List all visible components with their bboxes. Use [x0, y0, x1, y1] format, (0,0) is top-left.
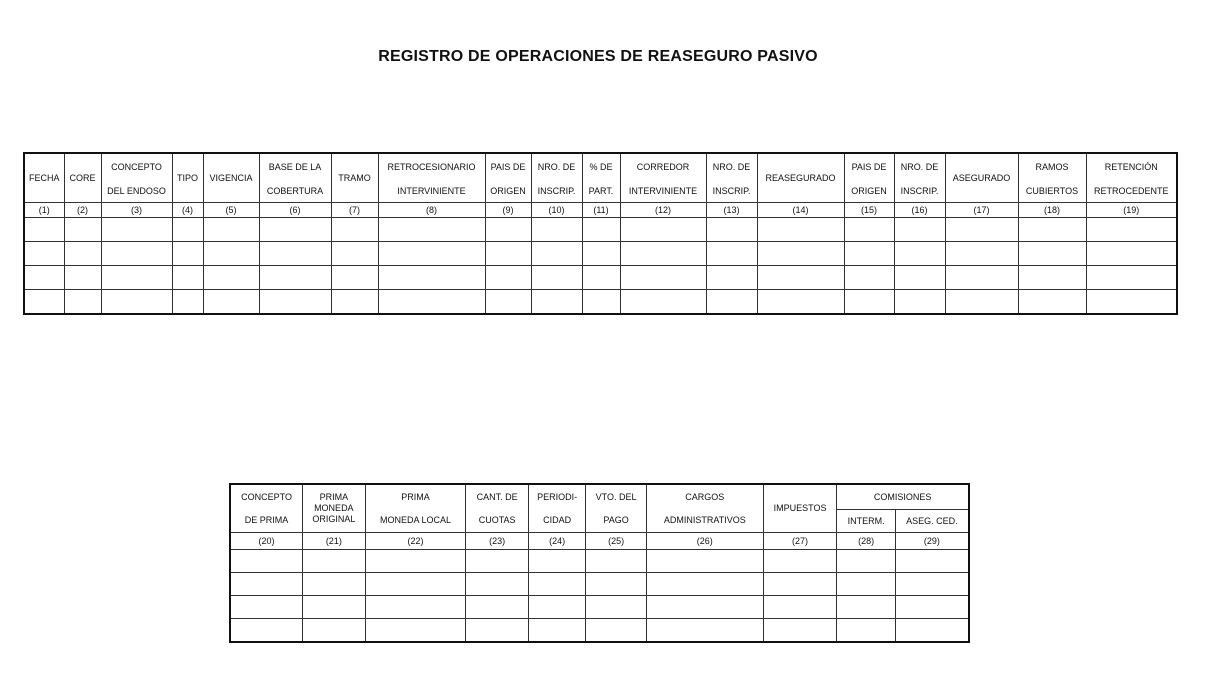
blank-entry-cell[interactable]	[203, 290, 259, 315]
blank-entry-cell[interactable]	[1018, 242, 1086, 266]
blank-entry-cell[interactable]	[64, 266, 101, 290]
blank-entry-cell[interactable]	[586, 550, 646, 573]
column-number: (10)	[531, 203, 582, 218]
header-pct-part: % DE	[582, 153, 620, 180]
column-number: (15)	[844, 203, 894, 218]
column-number: (23)	[466, 533, 529, 550]
blank-entry-cell[interactable]	[24, 218, 64, 242]
column-number: (25)	[586, 533, 646, 550]
reinsurance-operations-table	[23, 152, 1178, 315]
page-title: REGISTRO DE OPERACIONES DE REASEGURO PASIVO	[378, 48, 818, 65]
blank-entry-cell[interactable]	[844, 290, 894, 315]
blank-entry-cell[interactable]	[844, 218, 894, 242]
column-number: (2)	[64, 203, 101, 218]
blank-entry-cell[interactable]	[528, 619, 585, 643]
blank-entry-cell[interactable]	[646, 550, 763, 573]
blank-entry-cell[interactable]	[230, 596, 303, 619]
blank-entry-cell[interactable]	[706, 242, 757, 266]
header-pais-origen-2-line2: ORIGEN	[844, 180, 894, 203]
blank-entry-cell[interactable]	[365, 619, 466, 643]
header-pct-part-line2: PART.	[582, 180, 620, 203]
blank-entry-cell[interactable]	[582, 290, 620, 315]
blank-entry-cell[interactable]	[230, 573, 303, 596]
header-periodicidad-line2: CIDAD	[528, 510, 585, 533]
blank-entry-cell[interactable]	[1086, 266, 1177, 290]
blank-entry-cell[interactable]	[259, 218, 331, 242]
blank-entry-cell[interactable]	[620, 242, 706, 266]
blank-entry-cell[interactable]	[24, 290, 64, 315]
blank-entry-cell[interactable]	[101, 218, 172, 242]
premium-details-table	[229, 483, 970, 643]
blank-entry-cell[interactable]	[331, 266, 378, 290]
header-retrocesionario-line2: INTERVINIENTE	[378, 180, 485, 203]
table-row	[24, 266, 1177, 290]
blank-entry-cell[interactable]	[945, 290, 1018, 315]
blank-entry-cell[interactable]	[303, 550, 366, 573]
blank-entry-cell[interactable]	[1086, 242, 1177, 266]
blank-entry-cell[interactable]	[365, 573, 466, 596]
blank-entry-cell[interactable]	[64, 242, 101, 266]
table-row	[230, 573, 969, 596]
column-number: (20)	[230, 533, 303, 550]
column-number: (27)	[763, 533, 837, 550]
table-row	[230, 619, 969, 643]
blank-entry-cell[interactable]	[837, 550, 895, 573]
header-nro-inscrip-3: NRO. DE	[894, 153, 945, 180]
blank-entry-cell[interactable]	[259, 290, 331, 315]
blank-entry-cell[interactable]	[706, 266, 757, 290]
blank-entry-cell[interactable]	[172, 242, 203, 266]
header-pais-origen-line2: ORIGEN	[485, 180, 531, 203]
column-number: (13)	[706, 203, 757, 218]
header-corredor-line2: INTERVINIENTE	[620, 180, 706, 203]
blank-entry-cell[interactable]	[365, 596, 466, 619]
header-pais-origen: PAIS DE	[485, 153, 531, 180]
blank-entry-cell[interactable]	[894, 218, 945, 242]
header-corredor: CORREDOR	[620, 153, 706, 180]
header-tramo: TRAMO	[331, 153, 378, 203]
blank-entry-cell[interactable]	[837, 619, 895, 643]
blank-entry-cell[interactable]	[203, 266, 259, 290]
blank-entry-cell[interactable]	[466, 619, 529, 643]
blank-entry-cell[interactable]	[331, 290, 378, 315]
header-ramos-cubiertos-line2: CUBIERTOS	[1018, 180, 1086, 203]
header-prima-moneda-original	[303, 484, 366, 533]
blank-entry-cell[interactable]	[763, 619, 837, 643]
header-nro-inscrip-2-line2: INSCRIP.	[706, 180, 757, 203]
column-number: (12)	[620, 203, 706, 218]
column-number: (6)	[259, 203, 331, 218]
blank-entry-cell[interactable]	[837, 596, 895, 619]
blank-entry-cell[interactable]	[230, 619, 303, 643]
blank-entry-cell[interactable]	[259, 266, 331, 290]
blank-entry-cell[interactable]	[586, 573, 646, 596]
header-tipo: TIPO	[172, 153, 203, 203]
column-number: (16)	[894, 203, 945, 218]
column-number: (5)	[203, 203, 259, 218]
header-comisiones-interm: INTERM.	[837, 510, 895, 533]
blank-entry-cell[interactable]	[466, 550, 529, 573]
blank-entry-cell[interactable]	[1018, 266, 1086, 290]
header-prima-moneda-local: PRIMA	[365, 484, 466, 510]
header-prima-mo-line2: MONEDA	[314, 503, 354, 513]
header-reasegurado: REASEGURADO	[757, 153, 844, 203]
blank-entry-cell[interactable]	[378, 242, 485, 266]
blank-entry-cell[interactable]	[259, 242, 331, 266]
blank-entry-cell[interactable]	[1018, 218, 1086, 242]
blank-entry-cell[interactable]	[303, 596, 366, 619]
blank-entry-cell[interactable]	[706, 218, 757, 242]
header-ramos-cubiertos: RAMOS	[1018, 153, 1086, 180]
blank-entry-cell[interactable]	[365, 550, 466, 573]
blank-entry-cell[interactable]	[837, 573, 895, 596]
blank-entry-cell[interactable]	[331, 242, 378, 266]
header-cant-cuotas: CANT. DE	[466, 484, 529, 510]
header-nro-inscrip: NRO. DE	[531, 153, 582, 180]
header-concepto-endoso: CONCEPTO	[101, 153, 172, 180]
blank-entry-cell[interactable]	[1086, 218, 1177, 242]
column-number: (14)	[757, 203, 844, 218]
column-number: (26)	[646, 533, 763, 550]
blank-entry-cell[interactable]	[531, 266, 582, 290]
header-comisiones: COMISIONES	[837, 484, 969, 510]
column-number: (22)	[365, 533, 466, 550]
column-number: (19)	[1086, 203, 1177, 218]
column-number: (9)	[485, 203, 531, 218]
blank-entry-cell[interactable]	[485, 218, 531, 242]
header-asegurado: ASEGURADO	[945, 153, 1018, 203]
blank-entry-cell[interactable]	[646, 619, 763, 643]
blank-entry-cell[interactable]	[24, 266, 64, 290]
header-vigencia: VIGENCIA	[203, 153, 259, 203]
blank-entry-cell[interactable]	[763, 550, 837, 573]
header-nro-inscrip-3-line2: INSCRIP.	[894, 180, 945, 203]
blank-entry-cell[interactable]	[378, 290, 485, 315]
column-number: (21)	[303, 533, 366, 550]
blank-entry-cell[interactable]	[945, 242, 1018, 266]
column-number: (3)	[101, 203, 172, 218]
blank-entry-cell[interactable]	[706, 290, 757, 315]
blank-entry-cell[interactable]	[466, 596, 529, 619]
blank-entry-cell[interactable]	[531, 242, 582, 266]
blank-entry-cell[interactable]	[172, 290, 203, 315]
blank-entry-cell[interactable]	[101, 290, 172, 315]
table-row	[24, 242, 1177, 266]
header-cargos-administrativos-line2: ADMINISTRATIVOS	[646, 510, 763, 533]
blank-entry-cell[interactable]	[763, 596, 837, 619]
blank-entry-cell[interactable]	[528, 573, 585, 596]
table-row	[24, 218, 1177, 242]
header-retrocesionario: RETROCESIONARIO	[378, 153, 485, 180]
blank-entry-cell[interactable]	[895, 573, 969, 596]
blank-entry-cell[interactable]	[646, 573, 763, 596]
table-row	[230, 596, 969, 619]
header-nro-inscrip-2: NRO. DE	[706, 153, 757, 180]
blank-entry-cell[interactable]	[894, 242, 945, 266]
blank-entry-cell[interactable]	[203, 242, 259, 266]
blank-entry-cell[interactable]	[64, 218, 101, 242]
blank-entry-cell[interactable]	[757, 290, 844, 315]
column-number: (8)	[378, 203, 485, 218]
blank-entry-cell[interactable]	[895, 619, 969, 643]
header-pais-origen-2: PAIS DE	[844, 153, 894, 180]
blank-entry-cell[interactable]	[172, 218, 203, 242]
blank-entry-cell[interactable]	[230, 550, 303, 573]
blank-entry-cell[interactable]	[894, 266, 945, 290]
blank-entry-cell[interactable]	[64, 290, 101, 315]
table-row	[230, 550, 969, 573]
blank-entry-cell[interactable]	[895, 596, 969, 619]
blank-entry-cell[interactable]	[378, 218, 485, 242]
column-number: (18)	[1018, 203, 1086, 218]
blank-entry-cell[interactable]	[945, 218, 1018, 242]
header-fecha: FECHA	[24, 153, 64, 203]
blank-entry-cell[interactable]	[531, 218, 582, 242]
blank-entry-cell[interactable]	[101, 266, 172, 290]
header-prima-mo-line1: PRIMA	[319, 492, 349, 502]
blank-entry-cell[interactable]	[528, 596, 585, 619]
blank-entry-cell[interactable]	[895, 550, 969, 573]
column-number: (7)	[331, 203, 378, 218]
header-vto-pago-line2: PAGO	[586, 510, 646, 533]
header-prima-moneda-local-line2: MONEDA LOCAL	[365, 510, 466, 533]
blank-entry-cell[interactable]	[466, 573, 529, 596]
blank-entry-cell[interactable]	[378, 266, 485, 290]
blank-entry-cell[interactable]	[101, 242, 172, 266]
column-number: (1)	[24, 203, 64, 218]
blank-entry-cell[interactable]	[1086, 290, 1177, 315]
header-cargos-administrativos: CARGOS	[646, 484, 763, 510]
blank-entry-cell[interactable]	[844, 266, 894, 290]
blank-entry-cell[interactable]	[763, 573, 837, 596]
blank-entry-cell[interactable]	[331, 218, 378, 242]
header-retencion-line2: RETROCEDENTE	[1086, 180, 1177, 203]
blank-entry-cell[interactable]	[485, 266, 531, 290]
header-impuestos: IMPUESTOS	[763, 484, 837, 533]
header-base-cobertura: BASE DE LA	[259, 153, 331, 180]
column-number: (28)	[837, 533, 895, 550]
blank-entry-cell[interactable]	[24, 242, 64, 266]
blank-entry-cell[interactable]	[303, 619, 366, 643]
blank-entry-cell[interactable]	[844, 242, 894, 266]
blank-entry-cell[interactable]	[203, 218, 259, 242]
header-comisiones-aseg-ced: ASEG. CED.	[895, 510, 969, 533]
column-number: (11)	[582, 203, 620, 218]
table-row	[24, 290, 1177, 315]
header-nro-inscrip-line2: INSCRIP.	[531, 180, 582, 203]
blank-entry-cell[interactable]	[586, 619, 646, 643]
blank-entry-cell[interactable]	[757, 218, 844, 242]
header-cant-cuotas-line2: CUOTAS	[466, 510, 529, 533]
header-core: CORE	[64, 153, 101, 203]
blank-entry-cell[interactable]	[620, 218, 706, 242]
header-vto-pago: VTO. DEL	[586, 484, 646, 510]
blank-entry-cell[interactable]	[620, 266, 706, 290]
column-number: (4)	[172, 203, 203, 218]
header-concepto-prima: CONCEPTO	[230, 484, 303, 510]
blank-entry-cell[interactable]	[528, 550, 585, 573]
blank-entry-cell[interactable]	[1018, 290, 1086, 315]
blank-entry-cell[interactable]	[582, 266, 620, 290]
header-concepto-endoso-line2: DEL ENDOSO	[101, 180, 172, 203]
blank-entry-cell[interactable]	[620, 290, 706, 315]
blank-entry-cell[interactable]	[894, 290, 945, 315]
header-concepto-prima-line2: DE PRIMA	[230, 510, 303, 533]
header-periodicidad: PERIODI-	[528, 484, 585, 510]
blank-entry-cell[interactable]	[757, 266, 844, 290]
column-number: (24)	[528, 533, 585, 550]
header-retencion: RETENCIÓN	[1086, 153, 1177, 180]
blank-entry-cell[interactable]	[586, 596, 646, 619]
blank-entry-cell[interactable]	[757, 242, 844, 266]
header-prima-mo-line3: ORIGINAL	[312, 514, 356, 524]
column-number: (17)	[945, 203, 1018, 218]
blank-entry-cell[interactable]	[582, 242, 620, 266]
column-number: (29)	[895, 533, 969, 550]
blank-entry-cell[interactable]	[485, 290, 531, 315]
blank-entry-cell[interactable]	[582, 218, 620, 242]
blank-entry-cell[interactable]	[303, 573, 366, 596]
blank-entry-cell[interactable]	[485, 242, 531, 266]
blank-entry-cell[interactable]	[531, 290, 582, 315]
blank-entry-cell[interactable]	[646, 596, 763, 619]
blank-entry-cell[interactable]	[172, 266, 203, 290]
header-base-cobertura-line2: COBERTURA	[259, 180, 331, 203]
blank-entry-cell[interactable]	[945, 266, 1018, 290]
